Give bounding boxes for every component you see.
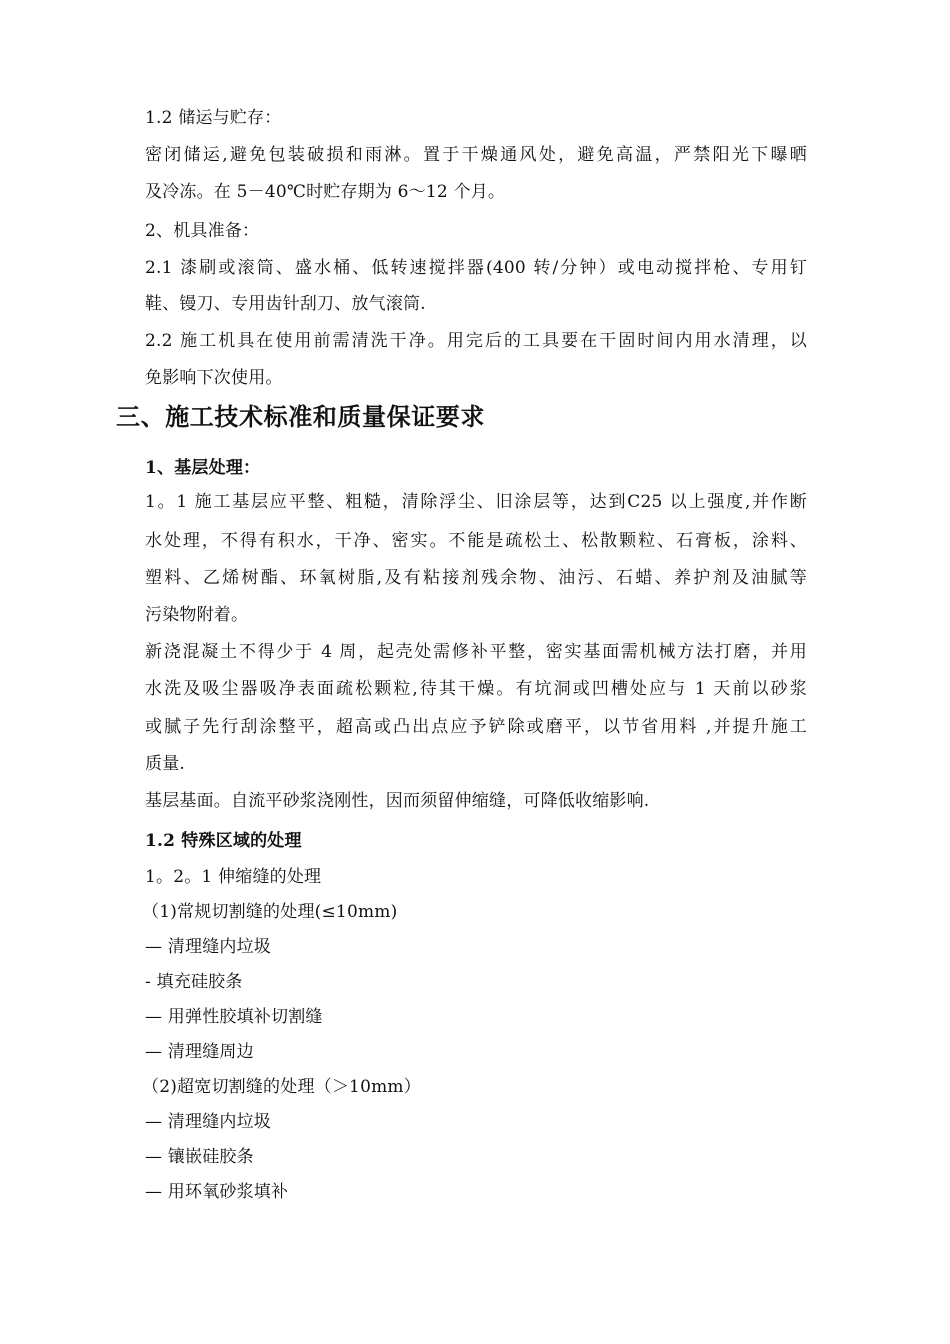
list-item: — 镶嵌硅胶条	[145, 1147, 254, 1167]
list-item: — 清理缝内垃圾	[145, 937, 272, 957]
base-paragraph-3: 基层基面。自流平砂浆浇刚性，因而须留伸缩缝，可降低收缩影响.	[145, 791, 650, 811]
list-line-normal-joints: （1)常规切割缝的处理(≤10mm)	[142, 902, 398, 922]
base-paragraph-2-line-1: 新浇混凝土不得少于 4 周，起壳处需修补平整，密实基面需机械方法打磨，并用	[145, 642, 807, 662]
base-paragraph-1-line-2: 水处理，不得有积水，干净、密实。不能是疏松土、松散颗粒、石膏板，涂料、	[145, 531, 807, 551]
base-paragraph-2-line-2: 水洗及吸尘器吸净表面疏松颗粒,待其干燥。有坑洞或凹槽处应与 1 天前以砂浆	[145, 679, 807, 699]
tools-heading: 2、机具准备：	[145, 221, 260, 241]
list-line-wide-joints: （2)超宽切割缝的处理（＞10mm）	[142, 1077, 421, 1097]
list-item: — 用弹性胶填补切割缝	[145, 1007, 323, 1027]
section-heading: 三、施工技术标准和质量保证要求	[116, 402, 485, 431]
tools-clean-line-1: 2.2 施工机具在使用前需清洗干净。用完后的工具要在干固时间内用水清理，以	[145, 331, 807, 351]
tools-text-line-2: 鞋、镘刀、专用齿针刮刀、放气滚筒.	[145, 294, 426, 314]
base-paragraph-2-line-4: 质量.	[145, 754, 186, 774]
tools-clean-line-2: 免影响下次使用。	[145, 368, 283, 388]
storage-text-line-1: 密闭储运,避免包装破损和雨淋。置于干燥通风处，避免高温，严禁阳光下曝晒	[145, 145, 807, 165]
base-paragraph-2-line-3: 或腻子先行刮涂整平，超高或凸出点应予铲除或磨平，以节省用料 ,并提升施工	[145, 717, 807, 737]
list-item: — 清理缝内垃圾	[145, 1112, 272, 1132]
storage-text-line-2: 及冷冻。在 5－40℃时贮存期为 6～12 个月。	[145, 182, 506, 202]
subsection-base-treatment: 1、基层处理：	[145, 458, 261, 478]
tools-text-line-1: 2.1 漆刷或滚筒、盛水桶、低转速搅拌器(400 转/分钟）或电动搅拌枪、专用钉	[145, 258, 807, 278]
storage-heading: 1.2 储运与贮存：	[145, 108, 282, 128]
base-paragraph-1-line-4: 污染物附着。	[145, 605, 249, 625]
base-paragraph-1-line-1: 1。1 施工基层应平整、粗糙，清除浮尘、旧涂层等，达到C25 以上强度,并作断	[145, 492, 807, 512]
list-item: — 清理缝周边	[145, 1042, 254, 1062]
list-line-expansion-joints: 1。2。1 伸缩缝的处理	[145, 867, 322, 887]
base-paragraph-1-line-3: 塑料、乙烯树酯、环氧树脂,及有粘接剂残余物、油污、石蜡、养护剂及油腻等	[145, 568, 807, 588]
list-item: — 用环氧砂浆填补	[145, 1182, 289, 1202]
list-item: - 填充硅胶条	[145, 972, 243, 992]
subsection-special-areas: 1.2 特殊区域的处理	[145, 831, 302, 851]
